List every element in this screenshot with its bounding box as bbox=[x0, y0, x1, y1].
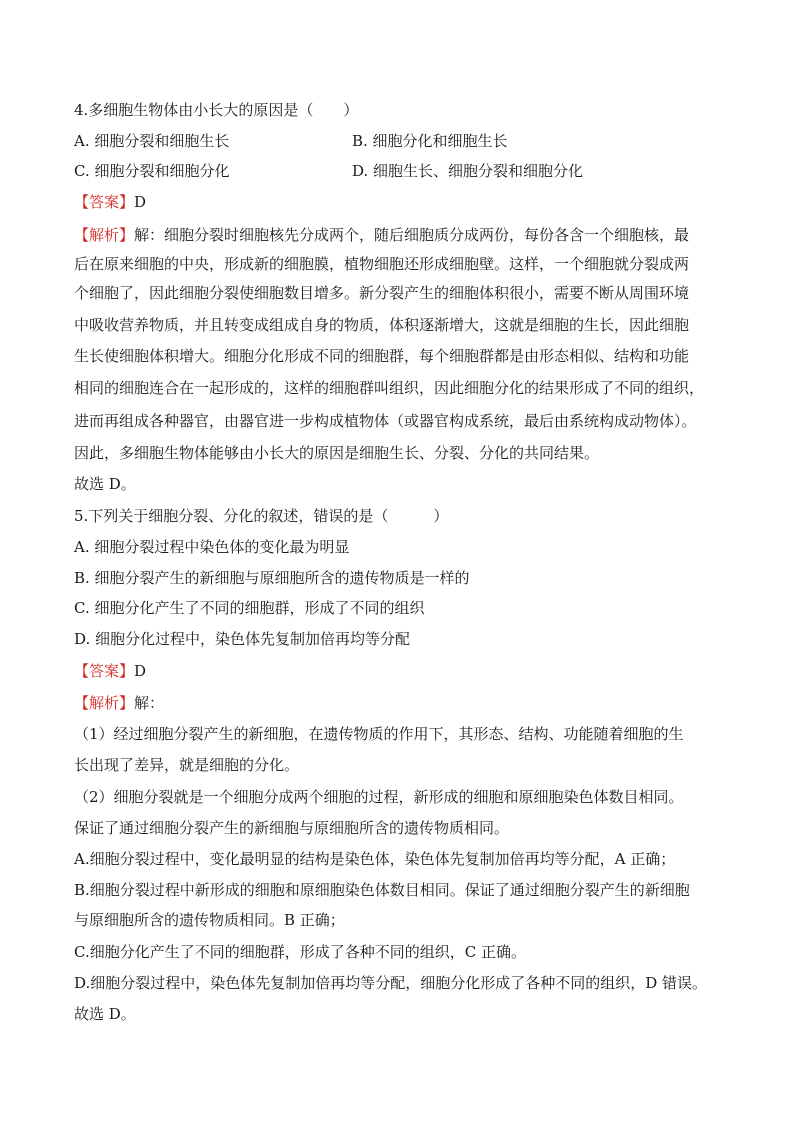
q5-analysis-head: 【解析】解： bbox=[74, 694, 165, 712]
q4-option-d: D. 细胞生长、细胞分裂和细胞分化 bbox=[352, 162, 584, 180]
q4-answer-value: D bbox=[134, 193, 147, 211]
q5-analysis-line-0: （1）经过细胞分裂产生的新细胞，在遗传物质的作用下，其形态、结构、功能随着细胞的生 bbox=[74, 725, 684, 743]
q4-analysis-line-5: 相同的细胞连合在一起形成的，这样的细胞群叫组织，因此细胞分化的结果形成了不同的组织， bbox=[74, 379, 705, 397]
q5-answer bbox=[74, 660, 146, 682]
q4-analysis-line-4: 生长使细胞体积增大。细胞分化形成不同的细胞群，每个细胞群都是由形态相似、结构和功能 bbox=[74, 347, 690, 365]
q5-option-b: B. 细胞分裂产生的新细胞与原细胞所含的遗传物质是一样的 bbox=[74, 569, 470, 587]
q5-analysis-line-7: C.细胞分化产生了不同的细胞群，形成了各种不同的组织，C 正确。 bbox=[74, 943, 526, 961]
q4-analysis-line-3: 中吸收营养物质，并且转变成组成自身的物质，体积逐渐增大，这就是细胞的生长，因此细胞 bbox=[74, 316, 690, 334]
q4-answer bbox=[74, 191, 146, 213]
q4-option-c: C. 细胞分裂和细胞分化 bbox=[74, 162, 230, 180]
q4-analysis-line-0: 【解析】解：细胞分裂时细胞核先分成两个，随后细胞质分成两份，每份各含一个细胞核，最 bbox=[74, 226, 690, 244]
q5-analysis-line-8: D.细胞分裂过程中，染色体先复制加倍再均等分配，细胞分化形成了各种不同的组织，D 错误。 bbox=[74, 974, 708, 992]
q4-analysis-line-1: 后在原来细胞的中央，形成新的细胞膜，植物细胞还形成细胞壁。这样，一个细胞就分裂成两 bbox=[74, 255, 690, 273]
q5-analysis-line-2: （2）细胞分裂就是一个细胞分成两个细胞的过程，新形成的细胞和原细胞染色体数目相同。 bbox=[74, 788, 684, 806]
q5-analysis-line-5: B.细胞分裂过程中新形成的细胞和原细胞染色体数目相同。保证了通过细胞分裂产生的新细胞 bbox=[74, 881, 690, 899]
q5-answer-value: D bbox=[134, 662, 147, 680]
q4-analysis-line-7: 因此，多细胞生物体能够由小长大的原因是细胞生长、分裂、分化的共同结果。 bbox=[74, 444, 600, 462]
q4-analysis-line-6: 进而再组成各种器官，由器官进一步构成植物体（或器官构成系统，最后由系统构成动物体）。 bbox=[74, 412, 697, 430]
q5-analysis-line-4: A.细胞分裂过程中，变化最明显的结构是染色体，染色体先复制加倍再均等分配，A 正确； bbox=[74, 850, 676, 868]
q4-stem: 4.多细胞生物体由小长大的原因是（ ） bbox=[74, 101, 359, 119]
q4-option-b: B. 细胞分化和细胞生长 bbox=[352, 132, 508, 150]
q5-analysis-tag: 【解析】 bbox=[74, 694, 135, 712]
q4-answer-tag: 【答案】 bbox=[74, 193, 135, 211]
q5-stem: 5.下列关于细胞分裂、分化的叙述，错误的是（ ） bbox=[74, 507, 449, 525]
q5-option-a: A. 细胞分裂过程中染色体的变化最为明显 bbox=[74, 538, 350, 556]
q5-analysis-line-3: 保证了通过细胞分裂产生的新细胞与原细胞所含的遗传物质相同。 bbox=[74, 819, 510, 837]
q4-option-a: A. 细胞分裂和细胞生长 bbox=[74, 132, 230, 150]
q5-analysis-line-6: 与原细胞所含的遗传物质相同。B 正确； bbox=[74, 911, 345, 929]
q5-answer-tag: 【答案】 bbox=[74, 662, 135, 680]
q4-analysis-tag: 【解析】 bbox=[74, 226, 135, 244]
q5-option-d: D. 细胞分化过程中，染色体先复制加倍再均等分配 bbox=[74, 630, 411, 648]
q4-analysis-line-8: 故选 D。 bbox=[74, 475, 136, 493]
q5-option-c: C. 细胞分化产生了不同的细胞群，形成了不同的组织 bbox=[74, 599, 425, 617]
q5-analysis-line-9: 故选 D。 bbox=[74, 1005, 136, 1023]
q5-analysis-line-1: 长出现了差异，就是细胞的分化。 bbox=[74, 756, 300, 774]
q4-analysis-line-2: 个细胞了，因此细胞分裂使细胞数目增多。新分裂产生的细胞体积很小，需要不断从周围环境 bbox=[74, 284, 690, 302]
